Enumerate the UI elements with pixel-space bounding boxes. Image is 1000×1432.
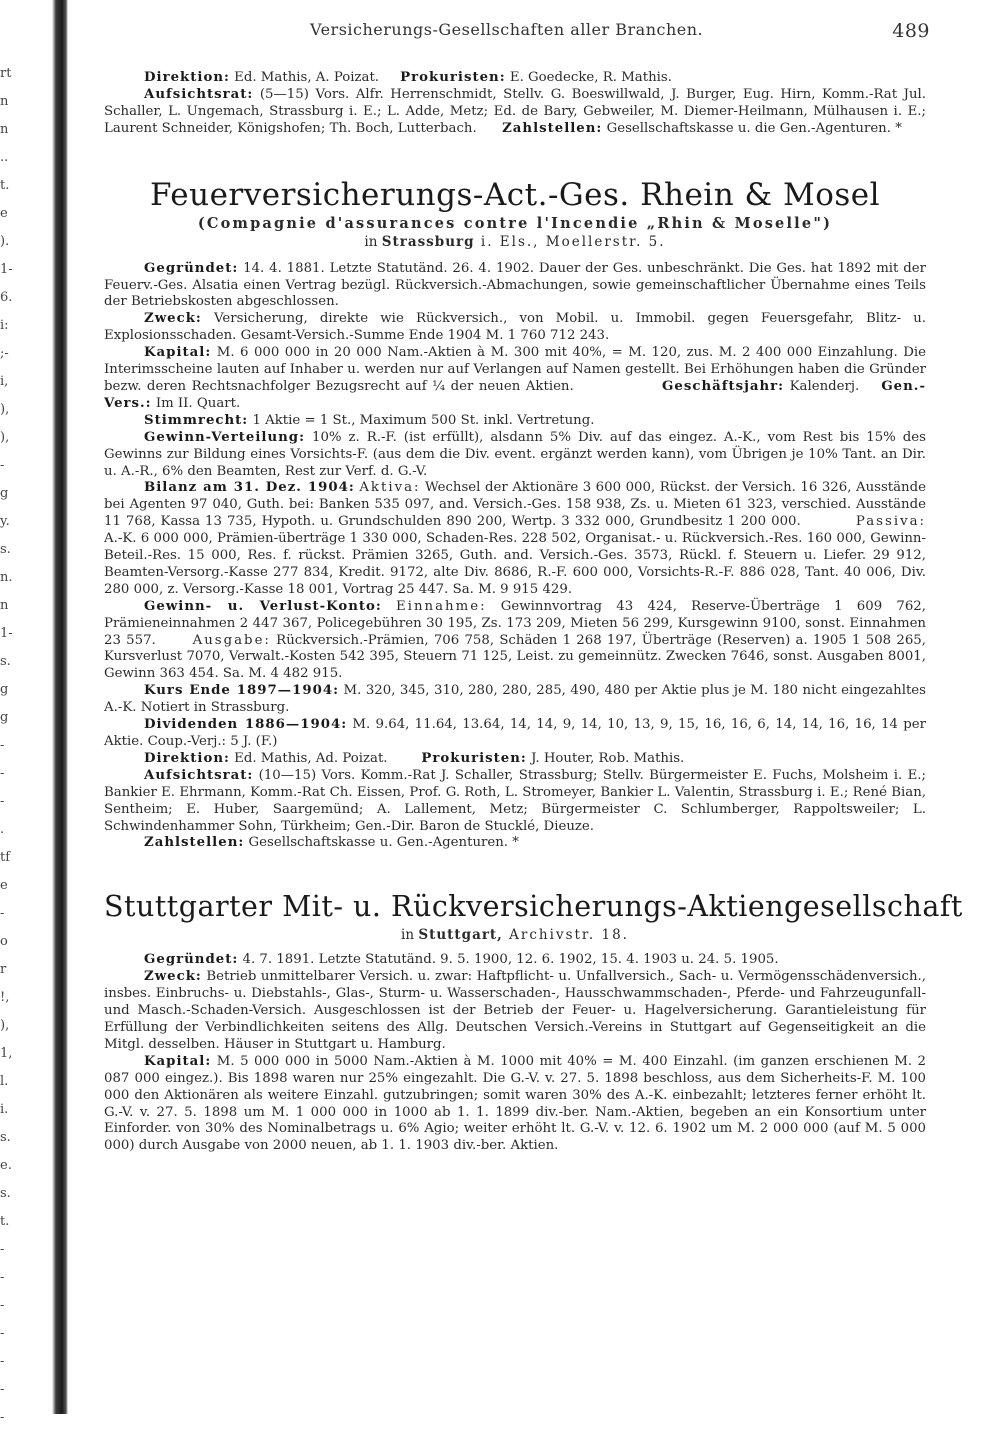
company-location: in Strassburg i. Els., Moellerstr. 5. bbox=[364, 233, 666, 250]
gewinn-verlust-paragraph: Gewinn- u. Verlust-Konto: Einnahme: Gewinnvortrag 43 424, Reserve-Überträge 1 609 762, Prämieneinnahmen 2 447 367, Policegebühren 30 195, Zs. 173 209, Mieten 56 299, Kursgewinn 9100, sonst. Einnahmen 23 557. Ausgabe: Rückversich.-Prämien, 706 758, Schäden 1 268 197, Überträge (Reserven) a. 1905 1 508 265, Kursverlust 7070, Verwalt.-Kosten 542 395, Steuern 71 125, Leist. zu gemeinnütz. Zwecken 7646, sonst. Ausgaben 8001, Gewinn 363 454. Sa. M. 4 482 915. bbox=[104, 598, 926, 682]
running-title: Versicherungs-Gesellschaften aller Branchen. bbox=[310, 20, 704, 39]
margin-fragment: ), bbox=[0, 1018, 10, 1033]
company-stuttgarter bbox=[104, 888, 963, 1155]
aufsichtsrat-label: Aufsichtsrat: bbox=[144, 86, 254, 102]
kurs-paragraph: Kurs Ende 1897—1904: M. 320, 345, 310, 280, 280, 285, 490, 480 per Aktie plus je M. 180 nicht eingezahltes A.-K. Notiert in Strassburg. bbox=[104, 683, 927, 716]
margin-fragment: - bbox=[0, 906, 5, 921]
margin-fragment: n bbox=[0, 94, 9, 109]
margin-fragment: n bbox=[0, 122, 9, 137]
zahlstellen-label: Zahlstellen: bbox=[502, 120, 603, 136]
aufsichtsrat-paragraph: Aufsichtsrat: (5—15) Vors. Alfr. Herrenschmidt, Stellv. G. Boeswillwald, J. Burger, Eug. Hirn, Komm.-Rat Jul. Schaller, L. Ungemach, Strassburg i. E.; L. Adde, Metz; Ed. de Bary, Gebweiler, M. Diemer-Heilmann, Mülhausen i. E.; Laurent Schneider, Königshofen; Th. Boch, Lutterbach. Zahlstellen: Gesellschaftskasse u. die Gen.-Agenturen. * bbox=[104, 86, 926, 136]
company-title: Feuerversicherungs-Act.-Ges. Rhein & Mosel bbox=[149, 176, 881, 213]
margin-fragment: g bbox=[0, 682, 9, 697]
company-location: in Stuttgart, Archivstr. 18. bbox=[401, 927, 629, 944]
prokuristen-label: Prokuristen: bbox=[400, 70, 506, 85]
margin-fragment: - bbox=[0, 1326, 5, 1341]
kapital-paragraph: Kapital: M. 6 000 000 in 20 000 Nam.-Aktien à M. 300 mit 40%, = M. 120, zus. M. 2 400 000 Einzahlung. Die Interimsscheine lauten auf Inhaber u. werden nur auf Verlangen auf Namen gestellt. Bei Erhöhungen haben die Gründer bezw. deren Rechtsnachfolger Bezugsrecht auf ¼ der neuen Aktien. Geschäftsjahr: Kalenderj. Gen.-Vers.: Im II. Quart. bbox=[104, 345, 926, 411]
margin-fragment: ), bbox=[0, 430, 10, 445]
margin-fragment: ). bbox=[0, 234, 10, 249]
margin-fragment: 6. bbox=[0, 290, 13, 305]
margin-fragment: 1, bbox=[0, 1046, 13, 1061]
margin-fragment: s. bbox=[0, 1186, 11, 1201]
margin-fragment: - bbox=[0, 1242, 5, 1257]
bilanz-paragraph: Bilanz am 31. Dez. 1904: Aktiva: Wechsel der Aktionäre 3 600 000, Rückst. der Versich. 16 326, Ausstände bei Agenten 97 040, Guth. bei: Banken 535 097, and. Versich.-Ges. 158 938, Zs. u. Mieten 61 323, verschied. Ausstände 11 768, Kassa 13 735, Hypoth. u. Grundschulden 890 200, Wertp. 3 332 000, Grundbesitz 1 200 000. Passiva: A.-K. 6 000 000, Prämien-überträge 1 330 000, Schaden-Res. 228 502, Organisat.- u. Rückversich.-Res. 160 000, Gewinn-Beteil.-Res. 15 000, Res. f. rückst. Prämien 3265, Guth. and. Versich.-Ges. 3573, Rückl. f. Steuern u. Liefer. 29 912, Beamten-Versorg.-Kasse 277 834, Kredit. 9172, alte Div. 8686, R.-F. 600 000, Vorsichts-R.-F. 886 028, Tant. 40 006, Div. 280 000, z. Versorg.-Kasse 18 001, Vortrag 25 447. Sa. M. 9 915 429. bbox=[104, 480, 927, 597]
margin-fragments bbox=[0, 60, 14, 1432]
margin-fragment: . bbox=[0, 822, 5, 837]
margin-fragment: - bbox=[0, 458, 5, 473]
zweck-paragraph: Zweck: Betrieb unmittelbarer Versich. u. zwar: Haftpflicht- u. Unfallversich., Sach- u. Vermögensschädenversich., insbes. Einbruchs- u. Diebstahls-, Glas-, Sturm- u. Wasserschaden-, Hausschwammschaden-, Pferde- und Fahrzeugunfall- und Masch.-Schaden-Versich. Ausgeschlossen ist der Betrieb der Feuer- u. Hagelversicherung. Garantieleistung für Erfüllung der Verbindlichkeiten seitens des Allg. Deutschen Versich.-Vereins in Stuttgart auf Gegenseitigkeit an die Mitgl. desselben. Häuser in Stuttgart u. Hamburg. bbox=[104, 969, 926, 1052]
margin-fragment: ), bbox=[0, 402, 10, 417]
margin-fragment: - bbox=[0, 766, 5, 781]
gewinn-verteilung-paragraph: Gewinn-Verteilung: 10% z. R.-F. (ist erfüllt), alsdann 5% Div. auf das eingez. A.-K., vom Rest bis 15% des Gewinns zur Bildung eines Vorsichts-F. (aus dem die Div. event. ergänzt werden kann), vom Übrigen je 10% Tant. an Dir. u. A.-R., 6% den Beamten, Rest zur Verf. d. G.-V. bbox=[104, 429, 926, 479]
margin-fragment: o bbox=[0, 934, 8, 949]
company-rhein-mosel bbox=[104, 176, 926, 853]
direktion-paragraph: Direktion: Ed. Mathis, A. Poizat. Prokuristen: E. Goedecke, R. Mathis. bbox=[144, 70, 672, 85]
gegruendet-paragraph: Gegründet: 4. 7. 1891. Letzte Statutänd. 9. 5. 1900, 12. 6. 1902, 15. 4. 1903 u. 24. 5. 1905. bbox=[144, 952, 779, 968]
margin-fragment: - bbox=[0, 1354, 5, 1369]
margin-fragment: i, bbox=[0, 374, 9, 389]
margin-fragment: e bbox=[0, 878, 8, 893]
margin-fragment: - bbox=[0, 738, 5, 753]
margin-fragment: tf bbox=[0, 850, 11, 865]
margin-fragment: e. bbox=[0, 1158, 12, 1173]
margin-fragment: s. bbox=[0, 542, 11, 557]
kapital-paragraph: Kapital: M. 5 000 000 in 5000 Nam.-Aktien à M. 1000 mit 40% = M. 400 Einzahl. (im ganzen erschienen M. 2 087 000 eingez.). Bis 1898 waren nur 25% eingezahlt. Die G.-V. v. 27. 5. 1898 beschloss, aus dem Sicherheits-F. M. 100 000 den Aktionären als weitere Einzahl. gutzubringen; somit waren 30% des A.-K. einbezahlt; letzteres ferner erhöht lt. G.-V. v. 27. 5. 1898 um M. 1 000 000 in 1000 ab 1. 1. 1899 div.-ber. Nam.-Aktien, begeben an ein Konsortium unter Einforder. von 30% des Nominalbetrags u. 6% Agio; weiter erhöht lt. G.-V. v. 12. 6. 1902 um M. 2 000 000 (auf M. 5 000 000) durch Ausgabe von 2000 neuen, ab 1. 1. 1903 div.-ber. Aktien. bbox=[104, 1053, 926, 1154]
page-number: 489 bbox=[892, 20, 930, 42]
margin-fragment: !, bbox=[0, 990, 10, 1005]
margin-fragment: n. bbox=[0, 570, 13, 585]
company-title: Stuttgarter Mit- u. Rückversicherungs-Aktiengesellschaft bbox=[104, 890, 963, 924]
direktion-label: Direktion: bbox=[144, 70, 230, 85]
margin-fragment: i. bbox=[0, 1102, 9, 1117]
margin-fragment: r bbox=[0, 962, 7, 977]
margin-fragment: e bbox=[0, 206, 8, 221]
page-content bbox=[104, 70, 963, 1155]
stimmrecht-paragraph: Stimmrecht: 1 Aktie = 1 St., Maximum 500 St. inkl. Vertretung. bbox=[144, 412, 595, 428]
zweck-paragraph: Zweck: Versicherung, direkte wie Rückversich., von Mobil. u. Immobil. gegen Feuersgefahr, Blitz- u. Explosionsschaden. Gesamt-Versich.-Summe Ende 1904 M. 1 760 712 243. bbox=[104, 311, 926, 344]
margin-fragment: s. bbox=[0, 654, 11, 669]
gegruendet-paragraph: Gegründet: 14. 4. 1881. Letzte Statutänd. 26. 4. 1902. Dauer der Ges. unbeschränkt. Die Ges. hat 1892 mit der Feuerv.-Ges. Alsatia einen Vertrag bezügl. Rückversich.-Abmachungen, sowie gemeinschaftlicher Übernahme eines Teils der Betriebskosten abgeschlossen. bbox=[104, 260, 926, 310]
margin-fragment: y. bbox=[0, 514, 10, 529]
margin-fragment: .. bbox=[0, 150, 9, 165]
margin-fragment: - bbox=[0, 794, 5, 809]
margin-fragment: ;- bbox=[0, 346, 9, 361]
margin-fragment: rt bbox=[0, 66, 12, 81]
margin-fragment: l. bbox=[0, 1074, 9, 1089]
margin-fragment: t. bbox=[0, 1214, 10, 1229]
margin-fragment: g bbox=[0, 710, 9, 725]
direktion-paragraph: Direktion: Ed. Mathis, Ad. Poizat. Prokuristen: J. Houter, Rob. Mathis. bbox=[144, 750, 685, 766]
margin-fragment: n bbox=[0, 598, 9, 613]
margin-fragment: i: bbox=[0, 318, 9, 333]
margin-fragment: t. bbox=[0, 178, 10, 193]
dividenden-paragraph: Dividenden 1886—1904: M. 9.64, 11.64, 13.64, 14, 14, 9, 14, 10, 13, 9, 15, 16, 16, 6, 14, 14, 16, 16, 14 per Aktie. Coup.-Verj.: 5 J. (F.) bbox=[104, 717, 926, 749]
zahlstellen-paragraph: Zahlstellen: Gesellschaftskasse u. Gen.-Agenturen. * bbox=[144, 835, 519, 851]
aufsichtsrat-paragraph: Aufsichtsrat: (10—15) Vors. Komm.-Rat J. Schaller, Strassburg; Stellv. Bürgermeister E. Fuchs, Molsheim i. E.; Bankier E. Ehrmann, Komm.-Rat Ch. Eissen, Prof. G. Roth, L. Stromeyer, Bankier L. Valentin, Strassburg i. E.; René Bian, Sentheim; E. Huber, Saargemünd; A. Lallement, Metz; Bürgermeister C. Schlumberger, Rappoltsweiler; L. Schwindenhammer Sohn, Türkheim; Gen.-Dir. Baron de Stucklé, Dieuze. bbox=[104, 767, 926, 834]
margin-fragment: - bbox=[0, 1298, 5, 1313]
margin-fragment: - bbox=[0, 1382, 5, 1397]
margin-fragment: - bbox=[0, 1410, 5, 1425]
margin-fragment: 1- bbox=[0, 262, 13, 277]
page-header bbox=[310, 20, 930, 44]
margin-fragment: g bbox=[0, 486, 9, 501]
margin-fragment: - bbox=[0, 1270, 5, 1285]
margin-fragment: 1- bbox=[0, 626, 13, 641]
margin-fragment: s. bbox=[0, 1130, 11, 1145]
company-subtitle: (Compagnie d'assurances contre l'Incendie „Rhin & Moselle") bbox=[197, 214, 833, 232]
previous-company-tail bbox=[104, 70, 926, 138]
